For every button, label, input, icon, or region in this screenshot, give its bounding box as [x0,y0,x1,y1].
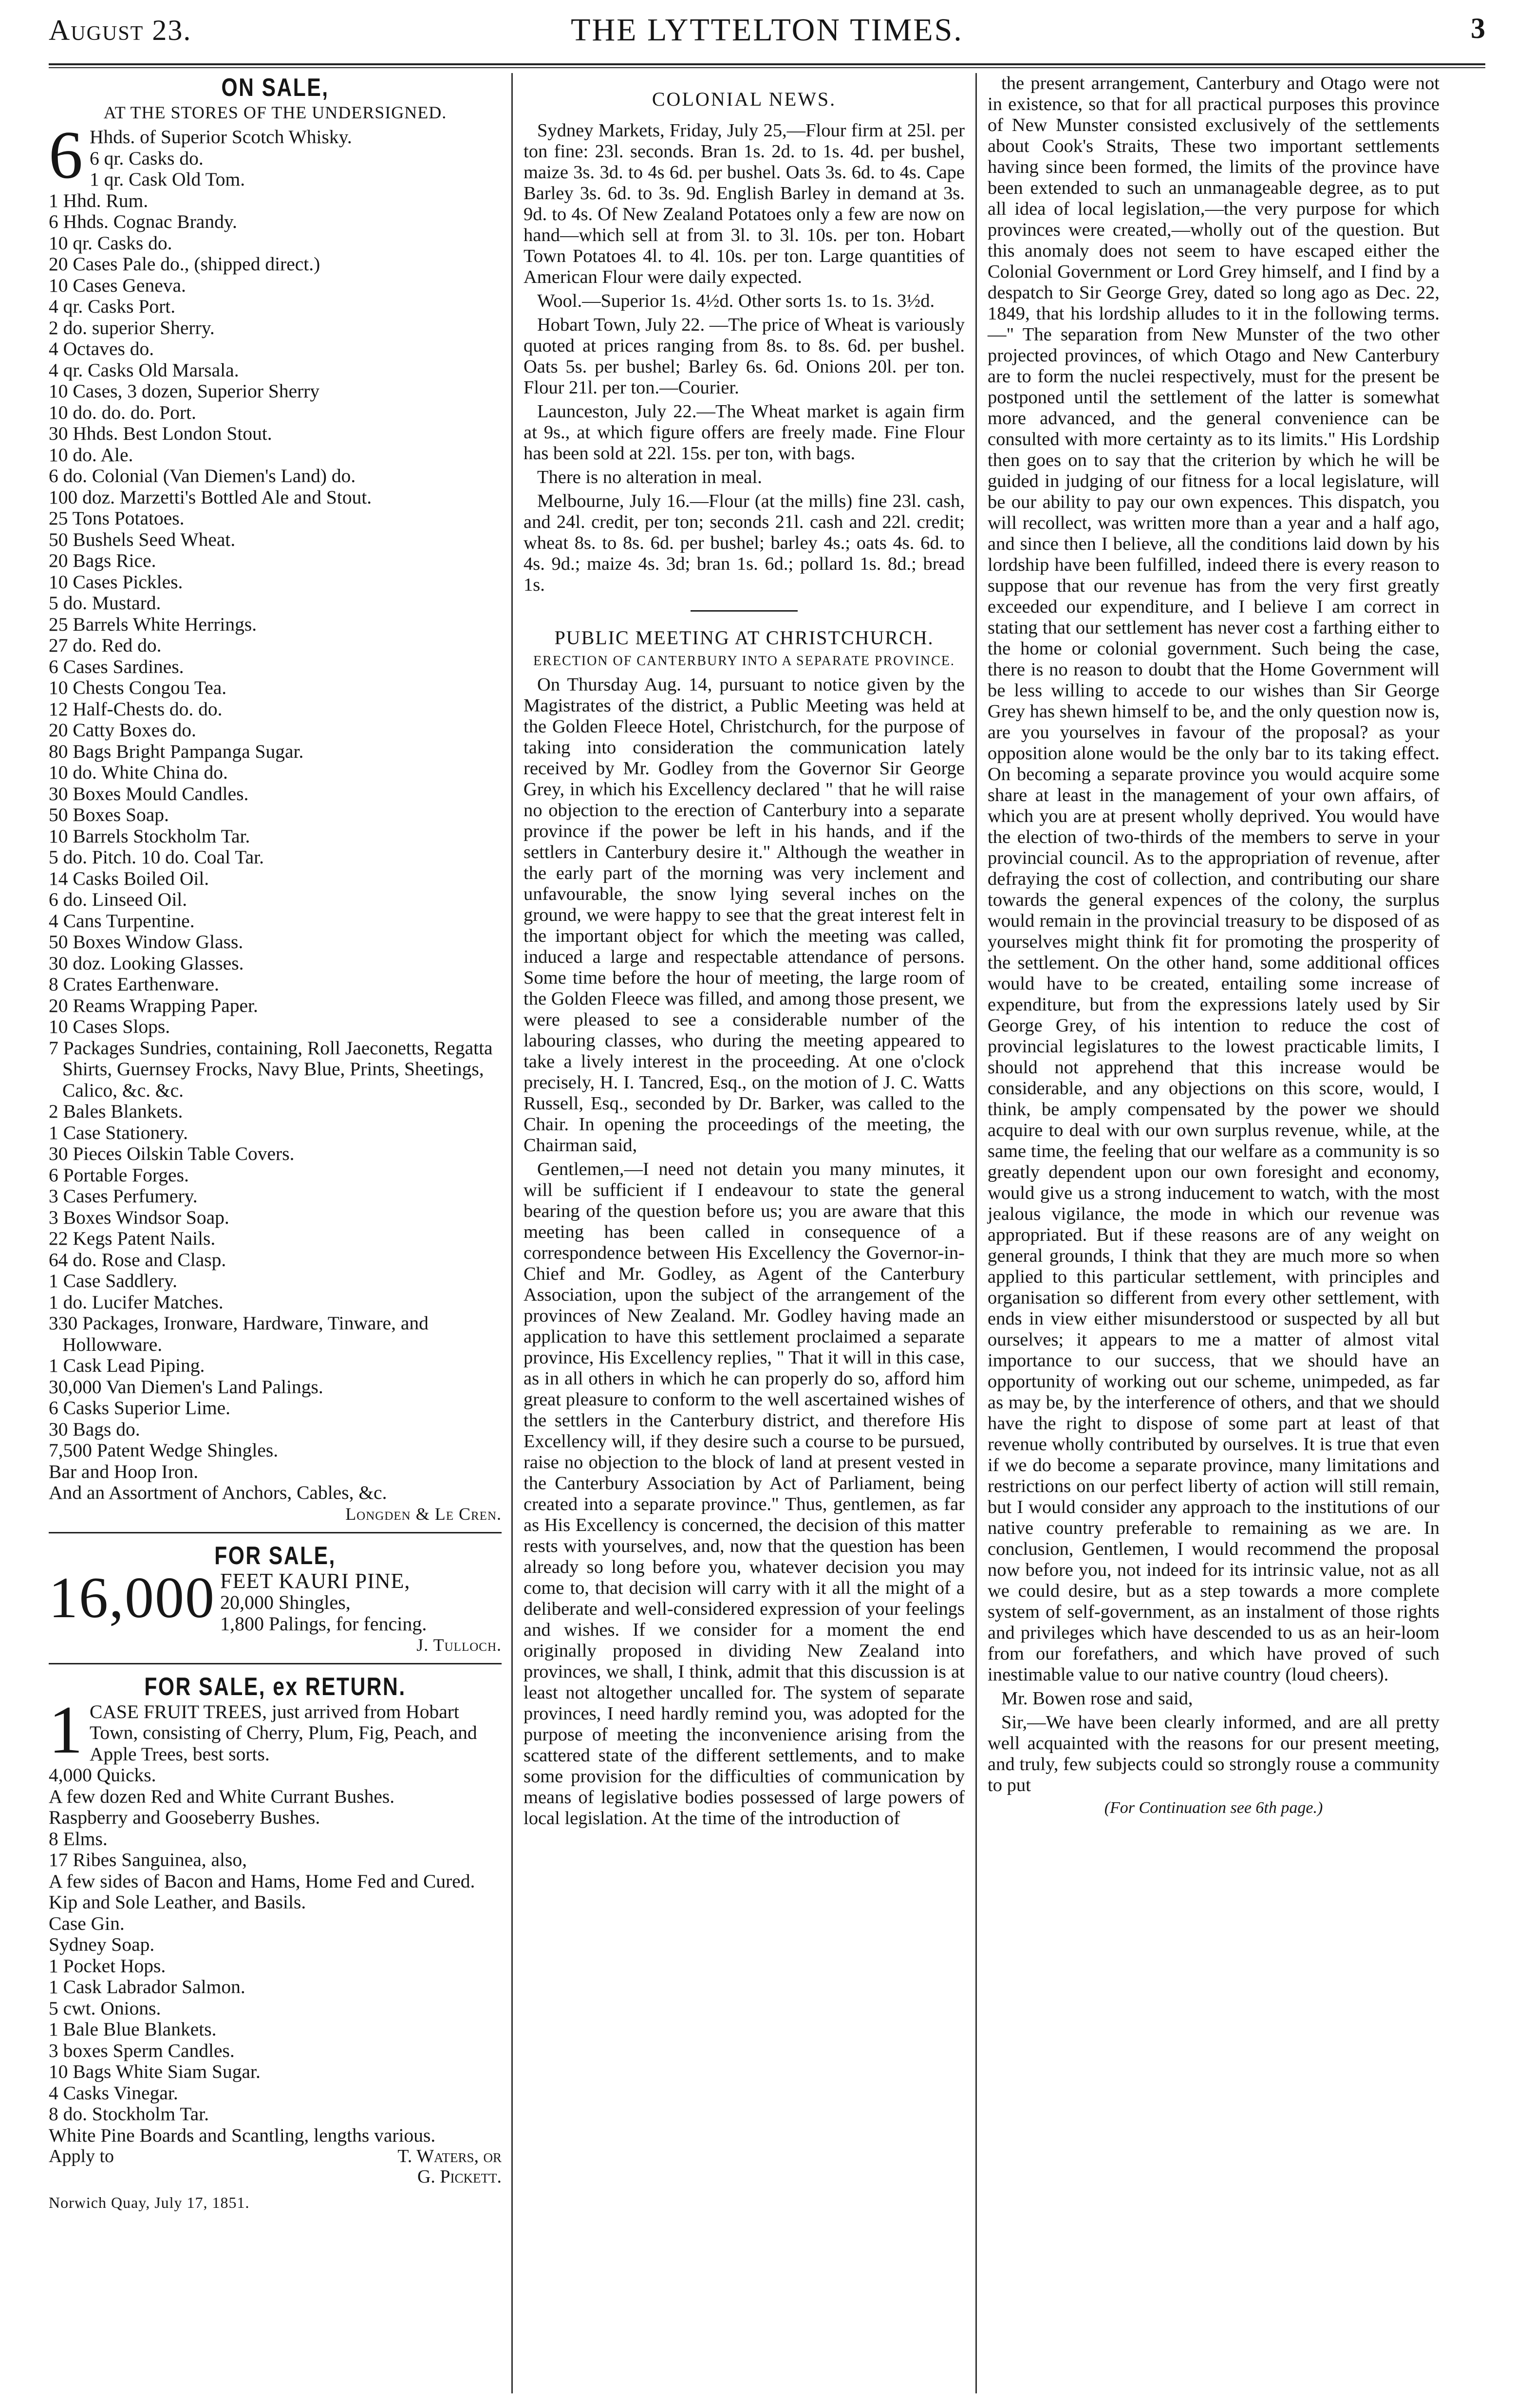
advert-item: 14 Casks Boiled Oil. [49,867,209,889]
masthead-rule [49,63,1485,68]
advert-item: 10 Cases Pickles. [49,571,183,593]
apply-name: G. Pickett. [417,2166,502,2187]
advert-item: 3 Boxes Windsor Soap. [49,1206,229,1228]
column-2 [513,73,975,2393]
advert-item: 10 do. Ale. [49,444,133,466]
advert-item: 25 Tons Potatoes. [49,507,185,529]
advert-item: 5 cwt. Onions. [49,1997,161,2019]
advert-item: 10 Cases Geneva. [49,274,186,296]
advert-item: 50 Boxes Window Glass. [49,931,243,952]
advert-line: 20,000 Shingles, [220,1591,351,1613]
advert-body [49,1565,502,1635]
advert-item: 8 Crates Earthenware. [49,973,219,995]
advert-item-list [49,117,502,1504]
advert-item: 4 qr. Casks Old Marsala. [49,359,239,381]
column-3 [977,73,1440,2393]
advert-item: 10 Barrels Stockholm Tar. [49,825,250,847]
advert-item: 8 do. Stockholm Tar. [49,2103,209,2125]
colonial-news-heading: COLONIAL NEWS. [652,88,837,110]
advert-item: 4 qr. Casks Port. [49,296,176,317]
advert-item: 25 Barrels White Herrings. [49,613,257,635]
short-divider [691,610,798,612]
advert-item: 20 Reams Wrapping Paper. [49,994,258,1016]
advert-item: 1 do. Lucifer Matches. [49,1291,224,1313]
article-paragraph: Gentlemen,—I need not detain you many minutes, it will be sufficient if I endeavour to state the general bearing of the question before us; you are aware that this meeting has been called in consequence of a correspondence between His Excellency the Governor-in-Chief and Mr. Godley, as Agent of the Canterbury Association, upon the subject of the arrangement of the provinces of New Zealand. Mr. Godley having made an application to have this settlement proclaimed a separate province, His Excellency replies, " That it will in this case, as in all others in which he can properly do so, afford him great pleasure to conform to the well ascertained wishes of the settlers in the Canterbury district, and therefore His Excellency will, if they desire such a course to be pursued, raise no objection to the block of land at present vested in the Canterbury Association by Act of Parliament, being created into a separate province." Thus, gentlemen, as far as His Excellency is concerned, the decision of this matter rests with yourselves, and, now that the question has been already so long before you, whatever decision you may come to, that decision will carry with it all the might of a deliberate and well-considered expression of your feelings and wishes. If we consider for a moment the end originally proposed in dividing New Zealand into provinces, we shall, I think, admit that this discussion is at least not altogether uncalled for. The system of separate provinces, I need hardly remind you, was adopted for the purpose of meeting the inconvenience arising from the scattered state of the different settlements, and to make some provision for the difficulties of communication by means of legislative bodies possessed of large powers of local legislation. At the time of the introduction of [524,1159,965,1829]
advert-item: 10 Cases Slops. [49,1016,170,1037]
advert-heading: FOR SALE, ex RETURN. [144,1672,406,1701]
advert-item: 1 Case Saddlery. [49,1270,178,1291]
advert-item: White Pine Boards and Scantling, lengths various. [49,2124,436,2146]
advert-item: 6 Portable Forges. [49,1164,189,1186]
advert-heading: ON SALE, [221,74,329,102]
article-paragraph: Sydney Markets, Friday, July 25,—Flour firm at 25l. per ton fine: 23l. seconds. Bran 1s. 2d. to 1s. 4d. per bushel, maize 3s. 3d. to 4s 6d. per bushel. Oats 3s. 6d. to 4s. Cape Barley 3s. 6d. to 3s. 9d. English Barley in demand at 3s. 9d. to 4s. Of New Zealand Potatoes only a few are now on hand—which sell at from 3l. to 3l. 10s. per ton. Hobart Town Potatoes 4l. to 4l. 10s. per ton. Large quantities of American Flour were daily expected. [524,120,965,287]
advert-item: 4 Casks Vinegar. [49,2082,178,2104]
article-paragraph: Hobart Town, July 22. —The price of Wheat is variously quoted at prices ranging from 8s. to 8s. 6d. per bushel. Oats 5s. per bushel; Barley 6s. 6d. Onions 20l. per ton. Flour 21l. per ton.—Courier. [524,315,965,398]
advert-item-list [49,1692,502,2147]
continuation-note: (For Continuation see 6th page.) [1104,1799,1323,1817]
advert-item: 10 qr. Casks do. [49,232,172,254]
article-paragraph: There is no alteration in meal. [537,467,762,487]
advert-line: 1,800 Palings, for fencing. [220,1612,427,1635]
advert-item: 8 Elms. [49,1828,108,1849]
advert-item: 5 do. Mustard. [49,592,161,614]
advert-item: 3 boxes Sperm Candles. [49,2039,235,2061]
advert-item: 2 Bales Blankets. [49,1101,183,1122]
page-number: 3 [1471,12,1485,44]
apply-names [397,2146,502,2187]
article-paragraph: Melbourne, July 16.—Flour (at the mills) fine 23l. cash, and 24l. credit, per ton; seconds 21l. cash and 22l. credit; wheat 8s. to 8s. 6d. per bushel; barley 4s.; oats 4s. 6d. to 4s. 9d.; maize 4s. 3d; bran 1s. 6d.; pollard 1s. 8d.; bread 1s. [524,491,965,595]
advert-item: 4,000 Quicks. [49,1764,156,1786]
advert-item: 330 Packages, Ironware, Hardware, Tinware, and Hollowware. [49,1312,429,1355]
advert-item: 50 Boxes Soap. [49,804,169,825]
advert-item: 6 do. Colonial (Van Diemen's Land) do. [49,465,356,486]
colonial-news-body [524,120,965,596]
meeting-body [524,674,965,1829]
advert-item: 100 doz. Marzetti's Bottled Ale and Stout. [49,486,372,508]
article-paragraph: Mr. Bowen rose and said, [1001,1688,1193,1709]
advert-ex-return [49,1672,502,2212]
advert-item: 5 do. Pitch. 10 do. Coal Tar. [49,846,264,868]
advert-item: 10 Chests Congou Tea. [49,677,227,698]
meeting-subheading: ERECTION OF CANTERBURY INTO A SEPARATE PROVINCE. [533,653,955,669]
issue-date: August 23. [49,14,192,46]
advert-item: 3 Cases Perfumery. [49,1185,198,1207]
advert-line: FEET KAURI PINE, [220,1568,411,1593]
advert-item: 6 Casks Superior Lime. [49,1397,231,1419]
advert-item: 6 Cases Sardines. [49,655,184,677]
advert-item: 64 do. Rose and Clasp. [49,1249,226,1270]
advert-item: 30 doz. Looking Glasses. [49,952,244,974]
advert-signature: J. Tulloch. [416,1635,502,1655]
advert-on-sale [49,73,502,1524]
advert-item: Kip and Sole Leather, and Basils. [49,1891,306,1913]
advert-item: 50 Bushels Seed Wheat. [49,528,236,550]
advert-footer: Norwich Quay, July 17, 1851. [49,2194,250,2211]
advert-item: 4 Cans Turpentine. [49,910,195,932]
advert-item: 27 do. Red do. [49,635,162,656]
advert-item: 1 Pocket Hops. [49,1955,166,1977]
advert-lines [220,1570,427,1635]
advert-item: 6 qr. Casks do. [90,147,204,169]
advert-item: 12 Half-Chests do. do. [49,698,223,720]
advert-heading: FOR SALE, [214,1541,336,1570]
masthead [49,0,1485,63]
advert-item: Sydney Soap. [49,1934,155,1955]
columns [49,73,1485,2393]
advert-item: 1 Cask Labrador Salmon. [49,1976,245,1997]
apply-label: Apply to [49,2146,114,2166]
advert-item: 1 Case Stationery. [49,1121,188,1143]
advert-item: 30,000 Van Diemen's Land Palings. [49,1376,323,1398]
advert-item: 80 Bags Bright Pampanga Sugar. [49,740,304,762]
meeting-heading: PUBLIC MEETING AT CHRISTCHURCH. [554,627,934,649]
advert-item: And an Assortment of Anchors, Cables, &c. [49,1482,387,1503]
advert-subheading: AT THE STORES OF THE UNDERSIGNED. [103,103,447,122]
drop-numeral: 6 [49,117,83,193]
advert-item: Hhds. of Superior Scotch Whisky. [90,126,352,148]
article-paragraph: Sir,—We have been clearly informed, and are all pretty well acquainted with the reasons for our present meeting, and truly, few subjects could so strongly rouse a community to put [988,1712,1440,1795]
advert-item: 10 Cases, 3 dozen, Superior Sherry [49,380,320,402]
advert-item: 30 Boxes Mould Candles. [49,783,249,804]
advert-item: 1 qr. Cask Old Tom. [90,168,245,190]
advert-item: 1 Bale Blue Blankets. [49,2018,217,2040]
article-paragraph: On Thursday Aug. 14, pursuant to notice given by the Magistrates of the district, a Public Meeting was held at the Golden Fleece Hotel, Christchurch, for the purpose of taking into consideration the communication lately received by Mr. Godley from the Governor Sir George Grey, in which his Excellency declared " that he will raise no objection to the erection of Canterbury into a separate province if the power be left in his hands, and if the settlers in Canterbury desire it." Although the weather in the early part of the morning was very inclement and unfavourable, the snow lying several inches on the ground, we were happy to see that the great interest felt in the important object for which the meeting was called, induced a large and respectable attendance of persons. Some time before the hour of meeting, the large room of the Golden Fleece was filled, and among those present, we were pleased to see a considerable number of the labouring classes, who during the meeting appeared to take a lively interest in the proceeding. At one o'clock precisely, H. I. Tancred, Esq., on the motion of J. C. Watts Russell, Esq., seconded by Dr. Barker, was called to the Chair. In opening the proceedings of the meeting, the Chairman said, [524,674,965,1156]
column-1 [49,73,511,2393]
advert-item: 20 Catty Boxes do. [49,719,196,741]
advert-item: 30 Bags do. [49,1418,140,1440]
article-paragraph: the present arrangement, Canterbury and Otago were not in existence, so that for all practical purposes this province of New Munster consisted exclusively of the settlements about Cook's Straits, These two important settlements having since been formed, the limits of the province have been extended to such an unmanageable degree, as to put all idea of local legislation,—the very purpose for which provinces were created,—wholly out of the question. But this anomaly does not seem to have escaped either the Colonial Government or Lord Grey himself, and I find by a despatch to Sir George Grey, dated so long ago as Dec. 22, 1849, that his lordship alludes to it in the following terms.—" The separation from New Munster of the two other projected provinces, of which Otago and New Canterbury are to form the nuclei respectively, must for the present be postponed until the settlement of the latter is somewhat more advanced, and the general convenience can be consulted with more certainty as to its limits." His Lordship then goes on to say that the criterion by which he will be guided in judging of our fitness for a local legislature, will be our ability to pay our own expences. This dispatch, you will recollect, was written more than a year and a half ago, and since then I believe, all the conditions laid down by his lordship have been fulfilled, indeed there is every reason to suppose that our revenue has from the very first greatly exceeded our expenditure, and I believe I am correct in stating that our settlement has never cost a farthing either to the home or colonial government. Such being the case, there is no reason to doubt that the Home Government will be less willing to accede to our wishes than Sir George Grey has shewn himself to be, and the only question now is, are you yourselves in favour of the proposal? as your opposition alone would be the only bar to its taking effect. On becoming a separate province you would acquire some share at least in the management of your own affairs, of which you are at present wholly deprived. You would have the election of two-thirds of the members to serve in your provincial council. As to the appropriation of revenue, after defraying the cost of collection, and contributing our share towards the general expences of the colony, the surplus would remain in the provincial treasury to be disposed of as yourselves might think fit for promoting the prosperity of the settlement. On the other hand, some additional offices would have to be created, entailing some increase of expenditure, but from the expressions lately used by Sir George Grey, of his intention to reduce the cost of provincial legislatures to the lowest practicable limits, I should not apprehend that this increase would be considerable, and any objections on this score, would, I think, be amply compensated by the power we should acquire to deal with our own surplus revenue, while, at the same time, the feeling that our welfare as a community is so greatly dependent upon our own foresight and economy, would give us a strong inducement to watch, with the most jealous vigilance, the mode in which our revenue was appropriated. But if these reasons are of any weight on general grounds, I think that they are much more so when applied to this particular settlement, with principles and organisation so different from every other settlement, with ends in view either misunderstood or suspected by all but ourselves; it appears to me a matter of almost vital importance to our success, that we should have an opportunity of working out our scheme, unimpeded, as far as may be, by the interference of others, and that we should have the right to dispose of some part at least of that revenue wholly contributed by ourselves. It is true that even if we do become a separate province, many limitations and restrictions on our perfect liberty of action will still remain, but I would consider any approach to the institutions of our native country preferable to remaining as we are. In conclusion, Gentlemen, I would recommend the proposal now before you, not indeed for its intrinsic value, not as all we could desire, but as a step towards a more complete system of self-government, as an instalment of those rights and privileges which have descended to us as an heir-loom from our forefathers, and which have proved of such inestimable value to our native country (loud cheers). [988,73,1440,1685]
advert-item: Case Gin. [49,1912,125,1934]
advert-item: 10 do. White China do. [49,762,228,783]
advert-item: Bar and Hoop Iron. [49,1460,199,1482]
advert-intro: CASE FRUIT TREES, just arrived from Hobart Town, consisting of Cherry, Plum, Fig, Peach, and Apple Trees, best sorts. [90,1700,477,1765]
large-quantity: 16,000 [49,1565,215,1630]
advert-item: 6 Hhds. Cognac Brandy. [49,211,237,232]
advert-item: 30 Hhds. Best London Stout. [49,423,272,444]
advert-item: Raspberry and Gooseberry Bushes. [49,1807,320,1828]
advert-item: 2 do. superior Sherry. [49,317,215,338]
divider-rule [49,1532,502,1533]
drop-numeral: 1 [49,1692,83,1768]
advert-item: 10 do. do. do. Port. [49,401,196,423]
advert-item: 22 Kegs Patent Nails. [49,1228,216,1249]
apply-to [49,2146,502,2187]
advert-item: A few sides of Bacon and Hams, Home Fed and Cured. [49,1870,475,1892]
advert-item: 4 Octaves do. [49,338,154,359]
advert-item: 20 Cases Pale do., (shipped direct.) [49,253,320,275]
advert-signature: Longden & Le Cren. [345,1504,502,1524]
advert-item: 1 Cask Lead Piping. [49,1355,205,1376]
advert-kauri-pine [49,1541,502,1655]
meeting-body-continued [988,73,1440,1796]
advert-item: 17 Ribes Sanguinea, also, [49,1849,247,1870]
advert-item: 1 Hhd. Rum. [49,189,149,211]
advert-item: A few dozen Red and White Currant Bushes. [49,1785,395,1807]
advert-item: 10 Bags White Siam Sugar. [49,2061,261,2082]
article-paragraph: Wool.—Superior 1s. 4½d. Other sorts 1s. to 1s. 3½d. [537,291,935,311]
advert-item: 20 Bags Rice. [49,550,156,571]
apply-name: T. Waters, or [397,2146,502,2166]
newspaper-title: THE LYTTELTON TIMES. [571,12,963,48]
advert-item: 6 do. Linseed Oil. [49,889,187,910]
advert-item: 7 Packages Sundries, containing, Roll Jaeconetts, Regatta Shirts, Guernsey Frocks, Navy Blue, Prints, Sheetings, Calico, &c. &c. [49,1037,493,1101]
divider-rule [49,1663,502,1664]
advert-item: 7,500 Patent Wedge Shingles. [49,1439,279,1461]
article-paragraph: Launceston, July 22.—The Wheat market is again firm at 9s., at which figure offers are freely made. Fine Flour has been sold at 22l. 15s. per ton, with bags. [524,401,965,464]
advert-item: 30 Pieces Oilskin Table Covers. [49,1143,295,1164]
